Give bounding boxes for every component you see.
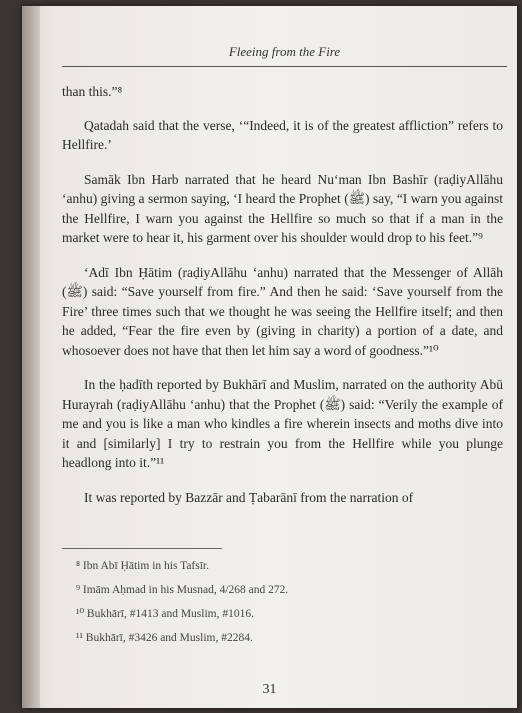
book-spine-shadow: [22, 6, 40, 708]
footnote-11: ¹¹ Bukhārī, #3426 and Muslim, #2284.: [76, 632, 253, 644]
paragraph-qatadah: Qatadah said that the verse, ‘“Indeed, it is of the greatest affliction” refers to Hellfire.’: [62, 117, 503, 152]
footnote-rule: [62, 548, 222, 549]
running-header: Fleeing from the Fire: [228, 44, 341, 59]
paragraph-continuation: than this.”⁸: [62, 84, 123, 99]
body-text: [62, 82, 503, 522]
footnotes: [62, 558, 503, 654]
paragraph-adi: ‘Adī Ibn Ḥātim (raḍiyAllāhu ‘anhu) narrated that the Messenger of Allāh (ﷺ) said: “Save yourself from fire.” And then he said: ‘Save yourself from the Fire’ three times such that we thought he was seeing the Hellfire itself; and then he added, “Fear the fire even by (giving in charity) a portion of a date, and whosoever does not have that then let him say a word of goodness.”¹⁰: [62, 264, 503, 358]
paragraph-bukhari-muslim: In the ḥadīth reported by Bukhārī and Muslim, narrated on the authority Abū Hurayrah (raḍiyAllāhu ‘anhu) that the Prophet (ﷺ) said: “Verily the example of me and you is like a man who kindles a fire wherein insects and moths dive into it and [similarly] I try to restrain you from the Hellfire while you plunge headlong into it.”¹¹: [62, 377, 503, 470]
footnote-9: ⁹ Imām Aḥmad in his Musnad, 4/268 and 272.: [76, 584, 289, 596]
paragraph-samak: Samāk Ibn Harb narrated that he heard Nu‘man Ibn Bashīr (raḍiyAllāhu ‘anhu) giving a sermon saying, ‘I heard the Prophet (ﷺ) say, “I warn you against the Hellfire, I warn you against the Hellfire so much so that if a man in the market were to hear it, his garment over his shoulder would drop to his feet.”⁹: [62, 171, 503, 245]
book-page: [22, 6, 517, 708]
footnote-10: ¹⁰ Bukhārī, #1413 and Muslim, #1016.: [76, 608, 254, 620]
paragraph-bazzar: It was reported by Bazzār and Ṭabarānī from the narration of: [84, 489, 414, 505]
page-number: 31: [262, 682, 277, 697]
header-rule: [62, 66, 507, 67]
footnote-8: ⁸ Ibn Abī Ḥātim in his Tafsīr.: [76, 560, 210, 572]
